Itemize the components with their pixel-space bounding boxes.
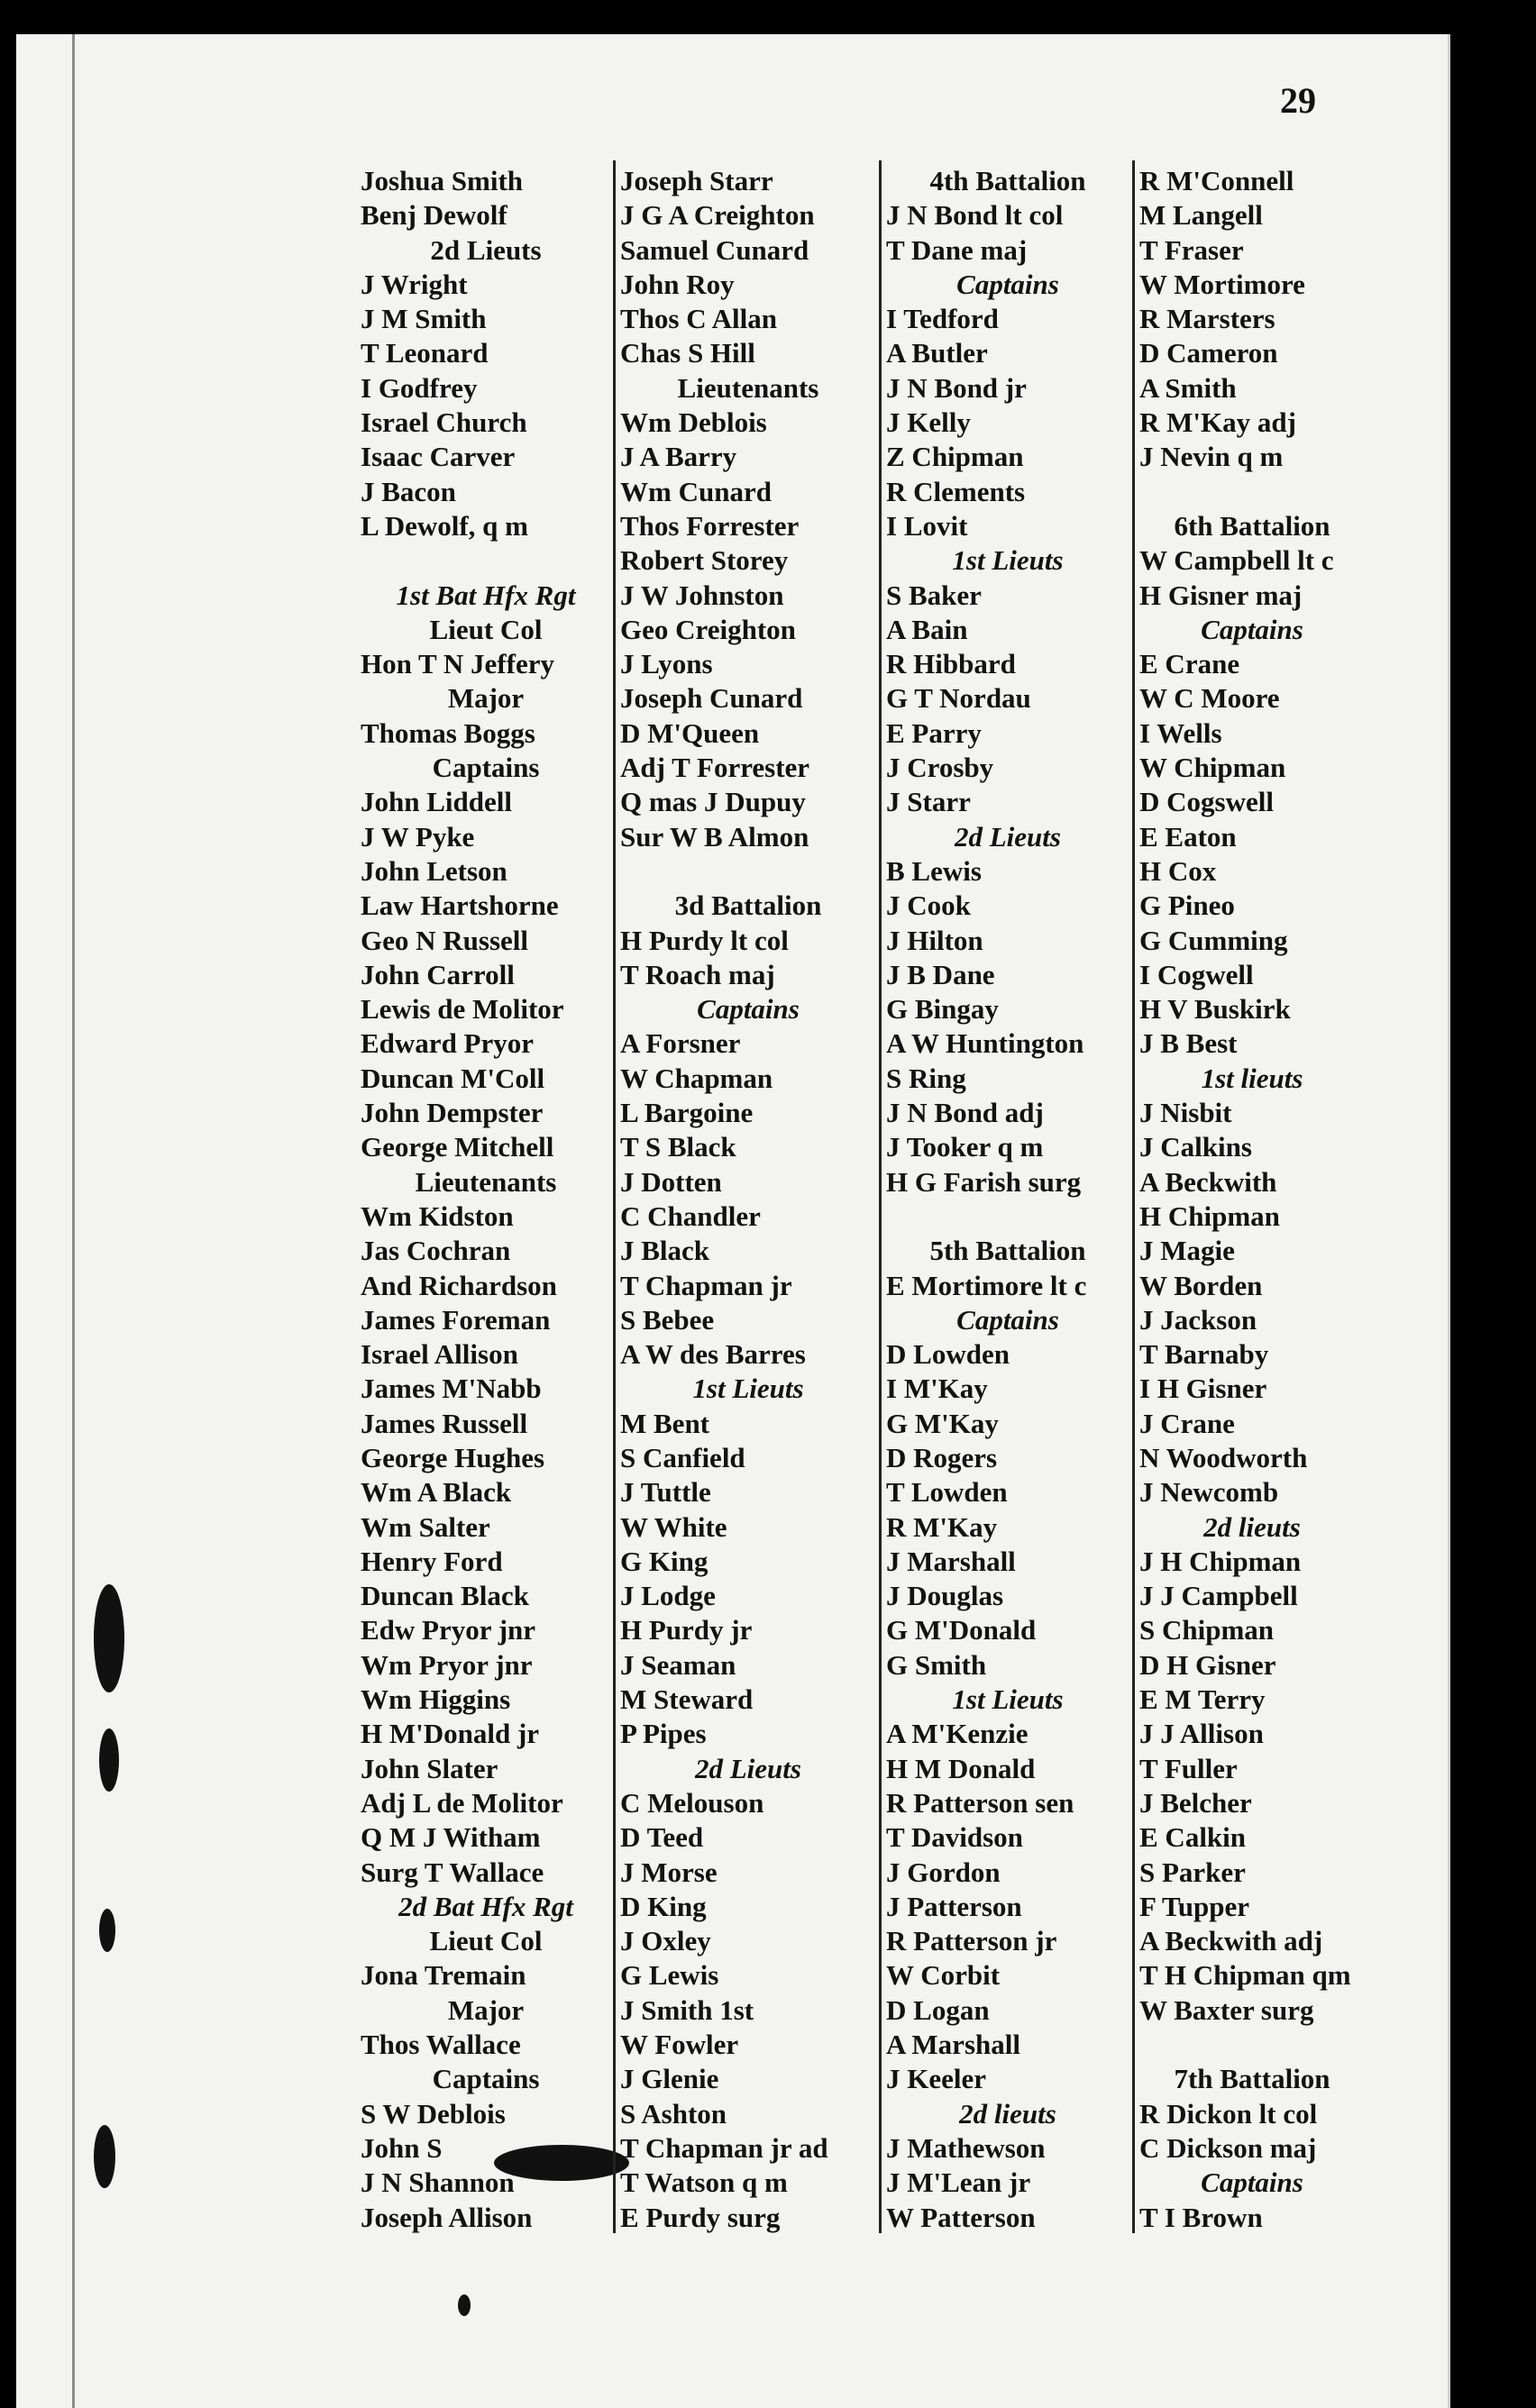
section-heading: 1st Lieuts [952, 544, 1064, 577]
roster-entry: Wm Salter [361, 1510, 490, 1543]
roster-entry: J Cook [886, 889, 971, 922]
roster-entry: S Canfield [620, 1441, 745, 1473]
roster-entry: Wm Pryor jnr [361, 1648, 533, 1681]
roster-entry: I Lovit [886, 509, 968, 542]
roster-entry: Thomas Boggs [361, 716, 535, 749]
roster-entry: George Hughes [361, 1441, 545, 1473]
roster-entry: J Tooker q m [886, 1131, 1044, 1163]
roster-entry: T Chapman jr [620, 1269, 792, 1301]
ink-blot [94, 1584, 124, 1692]
roster-entry: W Patterson [886, 2201, 1036, 2233]
roster-entry: Wm Higgins [361, 1683, 511, 1716]
roster-entry: J Black [620, 1235, 710, 1267]
roster-entry: H G Farish surg [886, 1165, 1082, 1198]
roster-entry: D Cameron [1139, 337, 1278, 369]
roster-entry: J G A Creighton [620, 199, 815, 232]
section-heading: Lieutenants [415, 1165, 557, 1198]
roster-entry: W Chapman [620, 1062, 773, 1094]
roster-entry: E Calkin [1139, 1821, 1247, 1854]
roster-entry: Q M J Witham [361, 1821, 541, 1854]
roster-entry: J Jackson [1139, 1303, 1257, 1336]
roster-entry: J Lyons [620, 648, 713, 680]
roster-entry: Geo Creighton [620, 613, 796, 645]
roster-entry: D H Gisner [1139, 1648, 1276, 1681]
roster-entry: J Morse [620, 1856, 718, 1888]
roster-entry: J Tuttle [620, 1476, 711, 1509]
roster-entry: T Roach maj [620, 958, 775, 990]
roster-entry: J Nevin q m [1139, 441, 1284, 473]
roster-entry: E Crane [1139, 648, 1240, 680]
column-3 [886, 164, 1129, 2235]
roster-entry: Surg T Wallace [361, 1856, 544, 1888]
roster-entry: R M'Kay adj [1139, 406, 1296, 439]
roster-entry: J M Smith [361, 303, 487, 335]
roster-entry [361, 543, 611, 578]
roster-entry: W Fowler [620, 2029, 739, 2061]
roster-entry: Wm Kidston [361, 1199, 514, 1232]
roster-entry: Chas S Hill [620, 337, 755, 369]
roster-entry: J B Best [1139, 1027, 1238, 1060]
roster-entry: J Gordon [886, 1856, 1001, 1888]
roster-entry: J A Barry [620, 441, 737, 473]
roster-entry: Lewis de Molitor [361, 993, 564, 1026]
section-heading: 2d lieuts [959, 2097, 1056, 2130]
roster-entry: T Fuller [1139, 1752, 1238, 1784]
roster-entry: J Smith 1st [620, 1993, 754, 2026]
roster-entry: S Parker [1139, 1856, 1246, 1888]
roster-entry: L Dewolf, q m [361, 509, 528, 542]
ink-blot [458, 2294, 471, 2316]
roster-entry [1139, 475, 1365, 509]
roster-entry: J N Bond adj [886, 1097, 1044, 1129]
roster-entry [1139, 2028, 1365, 2062]
roster-entry: J Seaman [620, 1648, 736, 1681]
roster-entry: I H Gisner [1139, 1373, 1267, 1405]
roster-entry: R M'Connell [1139, 165, 1294, 196]
roster-entry: T Barnaby [1139, 1338, 1269, 1371]
roster-entry: W C Moore [1139, 682, 1280, 715]
column-2 [620, 164, 876, 2235]
roster-entry: T Dane maj [886, 233, 1028, 266]
roster-entry: Robert Storey [620, 544, 789, 577]
roster-entry: John Liddell [361, 786, 512, 818]
roster-entry: Isaac Carver [361, 441, 516, 473]
roster-entry: A Butler [886, 337, 988, 369]
roster-entry: B Lewis [886, 854, 982, 887]
roster-entry: G M'Kay [886, 1407, 999, 1439]
roster-entry: R Marsters [1139, 303, 1275, 335]
roster-entry: I Wells [1139, 716, 1222, 749]
section-heading: 2d Lieuts [695, 1752, 801, 1784]
roster-entry: John Slater [361, 1752, 498, 1784]
roster-entry: J B Dane [886, 958, 995, 990]
roster-entry: S W Deblois [361, 2097, 506, 2130]
roster-entry: J Nisbit [1139, 1097, 1232, 1129]
roster-entry: M Langell [1139, 199, 1263, 232]
roster-entry: T Leonard [361, 337, 489, 369]
roster-entry: W Baxter surg [1139, 1993, 1314, 2026]
roster-entry: Edward Pryor [361, 1027, 535, 1060]
roster-entry: E Purdy surg [620, 2201, 781, 2233]
roster-entry: H Purdy jr [620, 1614, 753, 1646]
roster-entry: John Letson [361, 854, 507, 887]
roster-entry: J Keeler [886, 2063, 987, 2095]
roster-entry: George Mitchell [361, 1131, 554, 1163]
column-1 [361, 164, 611, 2235]
roster-entry: J W Johnston [620, 579, 784, 611]
roster-entry: Z Chipman [886, 441, 1024, 473]
roster-entry: Law Hartshorne [361, 889, 559, 922]
roster-entry: A Forsner [620, 1027, 741, 1060]
roster-entry: E Mortimore lt c [886, 1269, 1087, 1301]
column-4 [1139, 164, 1365, 2235]
binding-margin-line [72, 34, 75, 2408]
roster-entry: S Ashton [620, 2097, 727, 2130]
roster-entry: R Patterson sen [886, 1786, 1074, 1819]
roster-entry: J M'Lean jr [886, 2166, 1031, 2199]
roster-entry: H Chipman [1139, 1199, 1280, 1232]
roster-entry: J Calkins [1139, 1131, 1252, 1163]
roster-entry: A Marshall [886, 2029, 1020, 2061]
section-heading: Captains [432, 752, 540, 784]
roster-entry: J Mathewson [886, 2131, 1046, 2164]
roster-entry: J Dotten [620, 1165, 722, 1198]
section-heading: Lieutenants [677, 371, 819, 404]
roster-entry: G Smith [886, 1648, 987, 1681]
roster-entry: Q mas J Dupuy [620, 786, 806, 818]
section-heading: 1st Bat Hfx Rgt [396, 579, 576, 611]
roster-entry: R M'Kay [886, 1510, 998, 1543]
roster-entry: J N Shannon [361, 2166, 515, 2199]
roster-entry: S Ring [886, 1062, 966, 1094]
roster-entry: R Hibbard [886, 648, 1016, 680]
roster-entry: Duncan M'Coll [361, 1062, 545, 1094]
roster-entry: G M'Donald [886, 1614, 1037, 1646]
roster-entry: J W Pyke [361, 820, 475, 853]
roster-entry: Samuel Cunard [620, 233, 809, 266]
roster-entry: Joseph Starr [620, 165, 773, 196]
roster-entry: T Davidson [886, 1821, 1023, 1854]
roster-entry: D Teed [620, 1821, 704, 1854]
roster-entry: A Beckwith [1139, 1165, 1277, 1198]
roster-entry: S Baker [886, 579, 982, 611]
roster-entry: A Bain [886, 613, 968, 645]
roster-entry: Sur W B Almon [620, 820, 809, 853]
roster-entry: James Russell [361, 1407, 528, 1439]
roster-entry: E M Terry [1139, 1683, 1266, 1716]
roster-entry: J Lodge [620, 1580, 716, 1612]
roster-entry: M Steward [620, 1683, 754, 1716]
roster-entry: A Smith [1139, 371, 1237, 404]
roster-entry: W Campbell lt c [1139, 544, 1334, 577]
roster-entry: G King [620, 1545, 709, 1577]
roster-entry: Adj L de Molitor [361, 1786, 563, 1819]
roster-entry: J N Bond lt col [886, 199, 1064, 232]
roster-entry: D M'Queen [620, 716, 760, 749]
roster-entry: Edw Pryor jnr [361, 1614, 536, 1646]
section-heading: 2d Lieuts [955, 820, 1061, 853]
page-number: 29 [1280, 80, 1316, 121]
roster-entry: H Gisner maj [1139, 579, 1303, 611]
roster-entry: G Bingay [886, 993, 999, 1026]
roster-entry: Israel Church [361, 406, 527, 439]
roster-entry: D Lowden [886, 1338, 1010, 1371]
roster-entry: H Cox [1139, 854, 1217, 887]
roster-entry: E Parry [886, 716, 982, 749]
roster-entry: John Dempster [361, 1097, 544, 1129]
ink-blot [99, 1728, 119, 1792]
roster-entry: James Foreman [361, 1303, 551, 1336]
roster-entry: Wm A Black [361, 1476, 512, 1509]
roster-entry: J J Campbell [1139, 1580, 1298, 1612]
roster-entry: J Bacon [361, 475, 456, 507]
roster-entry: T Chapman jr ad [620, 2131, 828, 2164]
roster-entry: T I Brown [1139, 2201, 1263, 2233]
roster-entry: D Logan [886, 1993, 990, 2026]
roster-entry: Thos Forrester [620, 509, 800, 542]
ink-blot [99, 1909, 115, 1952]
roster-entry: J Hilton [886, 924, 983, 956]
roster-entry: G Lewis [620, 1959, 719, 1992]
roster-entry: I Cogwell [1139, 958, 1254, 990]
roster-entry: W Borden [1139, 1269, 1263, 1301]
roster-entry: Duncan Black [361, 1580, 529, 1612]
roster-entry: A Beckwith adj [1139, 1925, 1323, 1957]
roster-entry: M Bent [620, 1407, 710, 1439]
roster-entry: Jona Tremain [361, 1959, 526, 1992]
section-heading: 2d Lieuts [430, 233, 542, 266]
section-heading: 3d Battalion [674, 889, 822, 922]
column-rule [1132, 160, 1135, 2233]
column-rule [879, 160, 882, 2233]
section-heading: Captains [1201, 2166, 1303, 2199]
section-heading: Lieut Col [429, 1925, 543, 1957]
roster-entry: A W Huntington [886, 1027, 1084, 1060]
section-heading: 4th Battalion [929, 165, 1086, 196]
roster-entry: J Belcher [1139, 1786, 1252, 1819]
roster-entry: C Dickson maj [1139, 2131, 1317, 2164]
roster-entry [886, 1199, 1129, 1234]
roster-entry: P Pipes [620, 1718, 707, 1750]
roster-entry: Hon T N Jeffery [361, 648, 554, 680]
section-heading: 6th Battalion [1174, 509, 1330, 542]
roster-entry: J Newcomb [1139, 1476, 1279, 1509]
roster-entry: D Rogers [886, 1441, 998, 1473]
section-heading: Lieut Col [429, 613, 543, 645]
roster-entry: Joseph Cunard [620, 682, 803, 715]
roster-entry: Henry Ford [361, 1545, 503, 1577]
roster-entry: D King [620, 1890, 707, 1922]
section-heading: Captains [432, 2063, 540, 2095]
roster-entry: J N Bond jr [886, 371, 1027, 404]
section-heading: 1st Lieuts [692, 1373, 804, 1405]
roster-entry: J Marshall [886, 1545, 1016, 1577]
column-rule [613, 160, 616, 2233]
section-heading: Captains [956, 1303, 1059, 1336]
roster-entry: J Magie [1139, 1235, 1235, 1267]
roster-entry: J Patterson [886, 1890, 1022, 1922]
roster-entry: J Oxley [620, 1925, 711, 1957]
roster-entry: Thos Wallace [361, 2029, 521, 2061]
roster-entry: A M'Kenzie [886, 1718, 1029, 1750]
roster-entry: J Wright [361, 268, 468, 300]
roster-entry: G Pineo [1139, 889, 1235, 922]
roster-entry: S Chipman [1139, 1614, 1275, 1646]
roster-entry: Joshua Smith [361, 165, 524, 196]
roster-entry: J Kelly [886, 406, 971, 439]
roster-entry: R Dickon lt col [1139, 2097, 1318, 2130]
roster-entry: L Bargoine [620, 1097, 754, 1129]
roster-entry: T Lowden [886, 1476, 1008, 1509]
roster-entry: James M'Nabb [361, 1373, 542, 1405]
section-heading: 2d Bat Hfx Rgt [398, 1890, 573, 1922]
roster-entry: Adj T Forrester [620, 752, 810, 784]
roster-entry: F Tupper [1139, 1890, 1250, 1922]
roster-entry: D Cogswell [1139, 786, 1274, 818]
section-heading: 7th Battalion [1174, 2063, 1330, 2095]
roster-entry: T H Chipman qm [1139, 1959, 1351, 1992]
roster-entry: R Patterson jr [886, 1925, 1057, 1957]
roster-entry: Joseph Allison [361, 2201, 533, 2233]
section-heading: Captains [697, 993, 800, 1026]
roster-entry: G Cumming [1139, 924, 1288, 956]
section-heading: 1st Lieuts [952, 1683, 1064, 1716]
roster-entry: I Tedford [886, 303, 999, 335]
roster-entry: W Chipman [1139, 752, 1286, 784]
section-heading: 2d lieuts [1203, 1510, 1301, 1543]
roster-entry: Geo N Russell [361, 924, 528, 956]
roster-entry: C Chandler [620, 1199, 761, 1232]
roster-entry: W Mortimore [1139, 268, 1305, 300]
roster-entry: H Purdy lt col [620, 924, 789, 956]
section-heading: Captains [956, 268, 1059, 300]
roster-entry: John S [361, 2131, 443, 2164]
roster-entry: I Godfrey [361, 371, 478, 404]
roster-entry: T S Black [620, 1131, 736, 1163]
roster-entry: W White [620, 1510, 727, 1543]
roster-entry: C Melouson [620, 1786, 764, 1819]
roster-entry: E Eaton [1139, 820, 1237, 853]
section-heading: Major [447, 1993, 525, 2026]
roster-entry: John Roy [620, 268, 735, 300]
roster-entry: R Clements [886, 475, 1026, 507]
section-heading: 5th Battalion [929, 1235, 1086, 1267]
roster-entry: H V Buskirk [1139, 993, 1291, 1026]
roster-entry: Israel Allison [361, 1338, 518, 1371]
roster-entry: Jas Cochran [361, 1235, 511, 1267]
roster-entry: Thos C Allan [620, 303, 778, 335]
section-heading: Major [447, 682, 525, 715]
roster-entry: H M'Donald jr [361, 1718, 540, 1750]
roster-entry: G T Nordau [886, 682, 1031, 715]
section-heading: Captains [1201, 613, 1303, 645]
roster-entry: Wm Cunard [620, 475, 772, 507]
roster-entry: And Richardson [361, 1269, 557, 1301]
roster-entry: T Watson q m [620, 2166, 788, 2199]
roster-entry: A W des Barres [620, 1338, 806, 1371]
roster-entry: John Carroll [361, 958, 515, 990]
roster-entry: H M Donald [886, 1752, 1036, 1784]
section-heading: 1st lieuts [1201, 1062, 1303, 1094]
roster-entry: J H Chipman [1139, 1545, 1302, 1577]
roster-entry: J Douglas [886, 1580, 1004, 1612]
roster-entry: Wm Deblois [620, 406, 767, 439]
roster-entry: Benj Dewolf [361, 199, 507, 232]
roster-entry: J Crosby [886, 752, 994, 784]
roster-entry: S Bebee [620, 1303, 715, 1336]
roster-entry: J Glenie [620, 2063, 719, 2095]
roster-entry: I M'Kay [886, 1373, 988, 1405]
roster-entry [620, 854, 876, 889]
roster-entry: J Crane [1139, 1407, 1235, 1439]
roster-entry: J J Allison [1139, 1718, 1264, 1750]
ink-blot [94, 2125, 115, 2188]
roster-entry: N Woodworth [1139, 1441, 1308, 1473]
roster-entry: W Corbit [886, 1959, 1001, 1992]
roster-entry: T Fraser [1139, 233, 1244, 266]
roster-entry: J Starr [886, 786, 971, 818]
